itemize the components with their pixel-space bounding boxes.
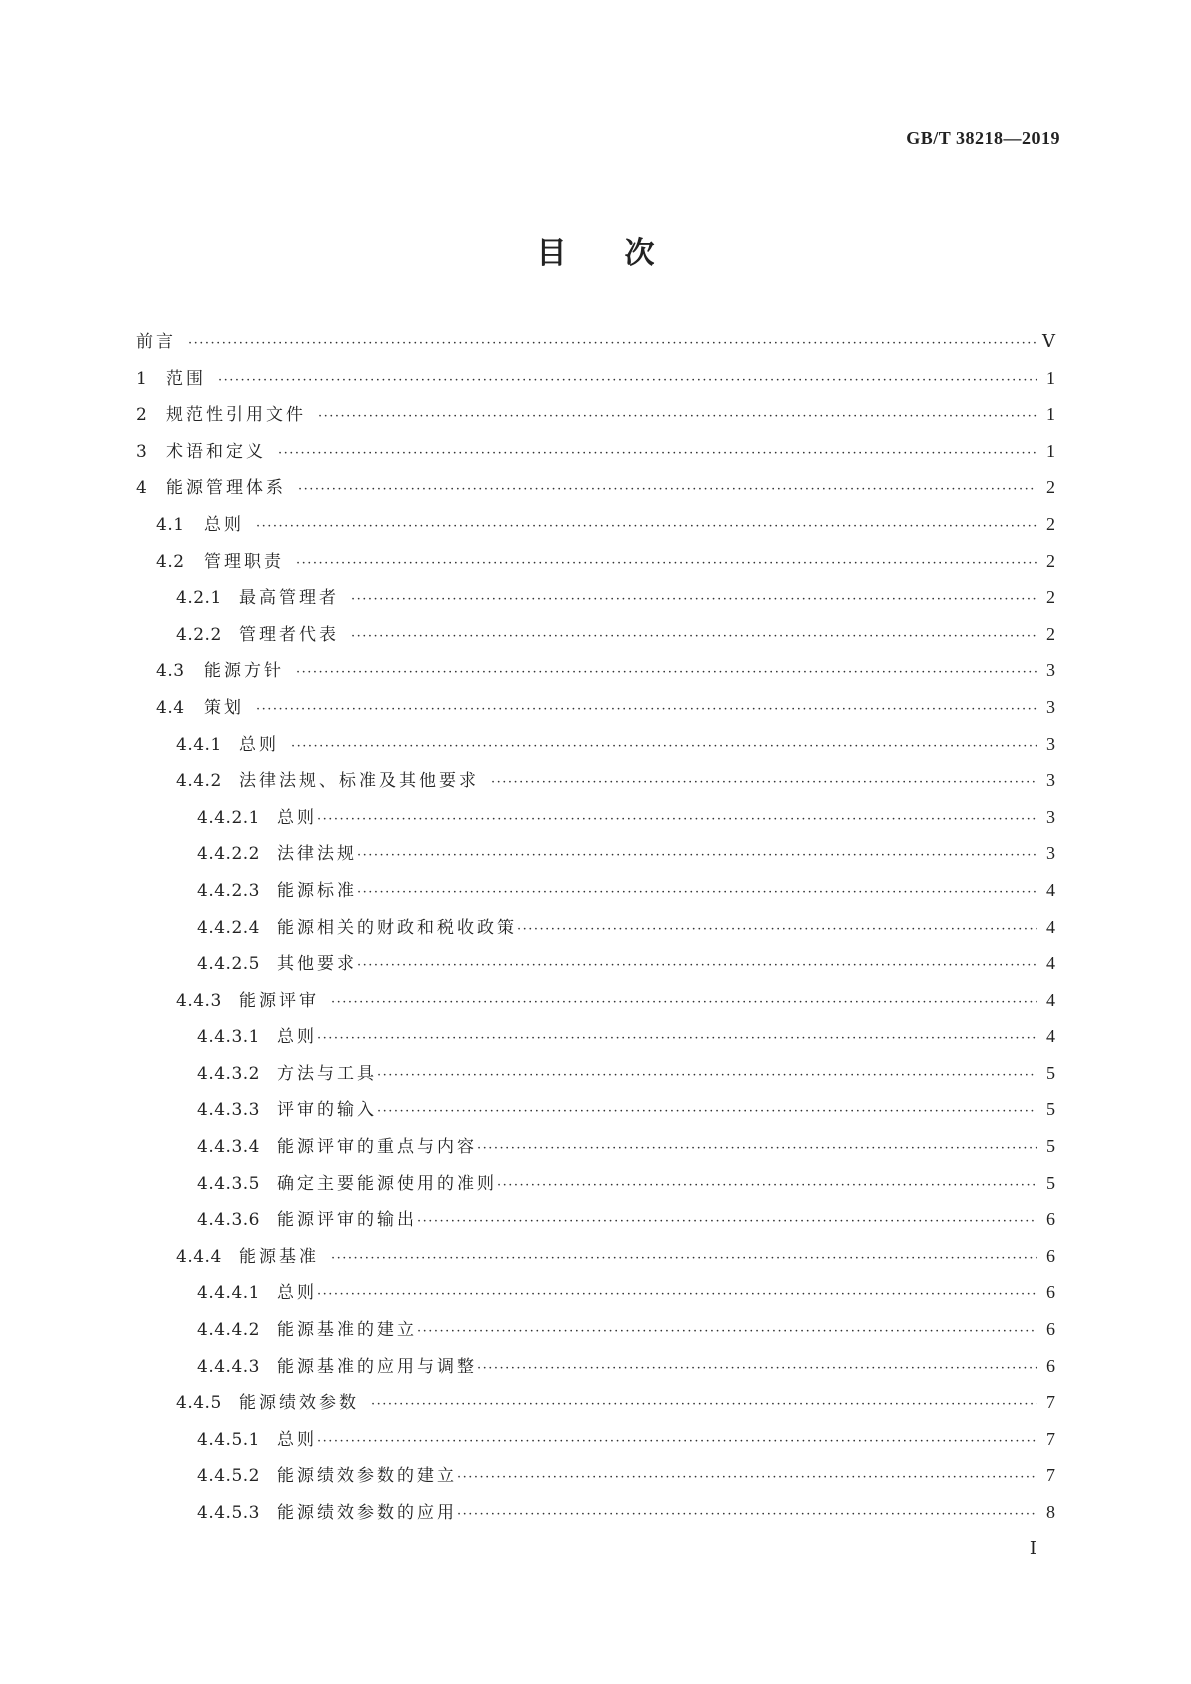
toc-leader-dots <box>218 373 1037 388</box>
toc-entry[interactable] <box>136 876 1055 913</box>
toc-entry-label: 最高管理者 <box>239 588 339 609</box>
toc-entry[interactable] <box>136 766 1055 803</box>
toc-entry-page: 6 <box>1046 1245 1055 1266</box>
toc-entry-label: 能源评审的重点与内容 <box>277 1137 477 1158</box>
toc-entry-number: 4.3 <box>156 661 185 682</box>
toc-entry[interactable] <box>136 510 1055 547</box>
toc-entry-number: 4.4.2.2 <box>197 844 260 865</box>
toc-entry[interactable] <box>136 1022 1055 1059</box>
toc-title-char-2: 次 <box>624 236 655 271</box>
toc-title-char-1: 目 <box>536 236 567 271</box>
toc-leader-dots <box>298 482 1037 497</box>
toc-entry-page: 6 <box>1046 1209 1055 1230</box>
toc-entry-page: 3 <box>1046 770 1055 791</box>
toc-entry-page: 4 <box>1046 879 1055 900</box>
toc-leader-dots <box>497 1178 1037 1193</box>
toc-entry-label: 总则 <box>204 514 244 535</box>
toc-entry-page: 7 <box>1046 1392 1055 1413</box>
toc-entry-label: 方法与工具 <box>277 1063 377 1084</box>
toc-entry[interactable] <box>136 1315 1055 1352</box>
toc-entry[interactable] <box>136 1461 1055 1498</box>
toc-entry-label: 能源基准的应用与调整 <box>277 1356 477 1377</box>
toc-entry[interactable] <box>136 327 1055 364</box>
toc-entry[interactable] <box>136 1498 1055 1535</box>
toc-entry-number: 4.4.2.4 <box>197 917 260 938</box>
toc-entry[interactable] <box>136 803 1055 840</box>
toc-entry-page: 6 <box>1046 1282 1055 1303</box>
toc-leader-dots <box>377 1068 1037 1083</box>
toc-entry-label: 管理职责 <box>204 551 284 572</box>
toc-entry-page: 2 <box>1046 587 1055 608</box>
toc-entry-page: 4 <box>1046 953 1055 974</box>
toc-entry-number: 4.4.2.5 <box>197 954 260 975</box>
toc-entry[interactable] <box>136 400 1055 437</box>
toc-entry-number: 4.2.2 <box>176 624 222 645</box>
toc-entry-label: 总则 <box>277 807 317 828</box>
toc-leader-dots <box>291 739 1037 754</box>
toc-entry[interactable] <box>136 839 1055 876</box>
toc-leader-dots <box>351 629 1037 644</box>
toc-leader-dots <box>188 336 1036 351</box>
toc-leader-dots <box>371 1397 1037 1412</box>
toc-entry[interactable] <box>136 1352 1055 1389</box>
toc-entry-label: 能源管理体系 <box>166 478 286 499</box>
toc-leader-dots <box>256 702 1037 717</box>
toc-leader-dots <box>278 446 1037 461</box>
toc-entry-label: 评审的输入 <box>277 1100 377 1121</box>
toc-entry[interactable] <box>136 437 1055 474</box>
toc-entry-label: 规范性引用文件 <box>166 405 306 426</box>
toc-entry-number: 4.4.4.3 <box>197 1356 260 1377</box>
toc-entry-page: 5 <box>1046 1062 1055 1083</box>
toc-leader-dots <box>357 958 1037 973</box>
toc-entry-label: 范围 <box>166 368 206 389</box>
toc-entry-number: 4.4.3.1 <box>197 1027 260 1048</box>
toc-entry-number: 4.4.5 <box>176 1393 222 1414</box>
toc-leader-dots <box>457 1507 1037 1522</box>
toc-entry-label: 总则 <box>277 1429 317 1450</box>
toc-entry-number: 4.4.2 <box>176 771 222 792</box>
toc-entry-label: 能源方针 <box>204 661 284 682</box>
toc-entry-number: 4.4.1 <box>176 734 222 755</box>
toc-leader-dots <box>457 1470 1037 1485</box>
toc-entry[interactable] <box>136 949 1055 986</box>
toc-leader-dots <box>517 922 1037 937</box>
toc-entry-page: 2 <box>1046 513 1055 534</box>
toc-entry-page: 4 <box>1046 989 1055 1010</box>
toc-entry[interactable] <box>136 1242 1055 1279</box>
toc-leader-dots <box>296 665 1037 680</box>
toc-entry[interactable] <box>136 730 1055 767</box>
toc-entry-label: 能源绩效参数的建立 <box>277 1466 457 1487</box>
toc-leader-dots <box>357 885 1037 900</box>
toc-entry-number: 4.4.3.2 <box>197 1063 260 1084</box>
toc-entry-number: 4.4.5.3 <box>197 1503 260 1523</box>
toc-leader-dots <box>331 995 1037 1010</box>
toc-leader-dots <box>377 1104 1037 1119</box>
toc-entry-number: 4.4.3.6 <box>197 1210 260 1231</box>
toc-entry-number: 4.4.4.2 <box>197 1320 260 1341</box>
toc-entry-number: 4.4.3.5 <box>197 1173 260 1194</box>
toc-entry-page: 1 <box>1046 440 1055 461</box>
toc-entry-number: 4.4.2.3 <box>197 880 260 901</box>
toc-entry-label: 总则 <box>239 734 279 755</box>
toc-entry-number: 4.4.3.3 <box>197 1100 260 1121</box>
toc-entry-number: 4 <box>136 478 148 499</box>
toc-entry-label: 能源基准 <box>239 1246 319 1267</box>
toc-list <box>136 327 1055 1535</box>
toc-entry-number: 4.4.5.2 <box>197 1466 260 1487</box>
toc-entry-page: 6 <box>1046 1319 1055 1340</box>
toc-leader-dots <box>296 556 1037 571</box>
toc-entry[interactable] <box>136 1388 1055 1425</box>
toc-entry-number: 2 <box>136 405 148 426</box>
toc-entry-page: 5 <box>1046 1172 1055 1193</box>
toc-leader-dots <box>318 409 1037 424</box>
toc-entry-number: 4.4.2.1 <box>197 807 260 828</box>
toc-entry[interactable] <box>136 1278 1055 1315</box>
toc-entry-page: 3 <box>1046 806 1055 827</box>
toc-entry[interactable] <box>136 583 1055 620</box>
toc-entry-label: 法律法规 <box>277 844 357 865</box>
toc-entry[interactable] <box>136 547 1055 584</box>
toc-entry-number: 4.4.4.1 <box>197 1283 260 1304</box>
toc-entry-page: 7 <box>1046 1428 1055 1449</box>
toc-entry-number: 4.1 <box>156 514 185 535</box>
toc-leader-dots <box>317 1287 1037 1302</box>
toc-entry-number: 4.2.1 <box>176 588 222 609</box>
toc-entry-label: 能源绩效参数 <box>239 1393 359 1414</box>
toc-entry-page: 4 <box>1046 1026 1055 1047</box>
toc-entry-page: 1 <box>1046 367 1055 388</box>
toc-entry-page: 1 <box>1046 404 1055 425</box>
toc-entry-number: 4.2 <box>156 551 185 572</box>
toc-leader-dots <box>491 775 1037 790</box>
toc-entry-page: 4 <box>1046 916 1055 937</box>
toc-entry-page: 6 <box>1046 1355 1055 1376</box>
toc-entry-page: 7 <box>1046 1465 1055 1486</box>
toc-entry-page: 2 <box>1046 477 1055 498</box>
toc-leader-dots <box>477 1141 1037 1156</box>
toc-leader-dots <box>331 1251 1037 1266</box>
toc-entry[interactable] <box>136 986 1055 1023</box>
toc-entry[interactable] <box>136 1205 1055 1242</box>
toc-leader-dots <box>417 1324 1037 1339</box>
toc-leader-dots <box>351 592 1037 607</box>
toc-entry-label: 能源标准 <box>277 880 357 901</box>
toc-leader-dots <box>357 848 1037 863</box>
toc-entry-page: 3 <box>1046 660 1055 681</box>
toc-entry[interactable] <box>136 473 1055 510</box>
toc-entry-page: 3 <box>1046 733 1055 754</box>
toc-entry-page: 3 <box>1046 696 1055 717</box>
toc-entry-number: 4.4 <box>156 697 185 718</box>
toc-entry-page: 2 <box>1046 623 1055 644</box>
toc-leader-dots <box>477 1361 1037 1376</box>
toc-entry-number: 4.4.3 <box>176 990 222 1011</box>
toc-entry-label: 其他要求 <box>277 954 357 975</box>
toc-entry-label: 管理者代表 <box>239 624 339 645</box>
toc-entry-page: Ⅴ <box>1042 331 1055 351</box>
toc-entry-label: 总则 <box>277 1283 317 1304</box>
toc-entry-number: 4.4.5.1 <box>197 1429 260 1450</box>
toc-title <box>0 228 1191 272</box>
toc-entry[interactable] <box>136 1425 1055 1462</box>
toc-entry-page: 5 <box>1046 1099 1055 1120</box>
toc-entry[interactable] <box>136 656 1055 693</box>
toc-entry-label: 确定主要能源使用的准则 <box>277 1173 497 1194</box>
toc-entry-number: 4.4.4 <box>176 1246 222 1267</box>
toc-entry-number: 4.4.3.4 <box>197 1137 260 1158</box>
toc-entry-page: 3 <box>1046 843 1055 864</box>
toc-entry-number: 3 <box>136 441 148 462</box>
toc-entry-label: 能源基准的建立 <box>277 1320 417 1341</box>
toc-entry[interactable] <box>136 913 1055 950</box>
toc-entry-page: 2 <box>1046 550 1055 571</box>
toc-leader-dots <box>317 1434 1037 1449</box>
page-number: Ⅰ <box>1029 1538 1037 1558</box>
toc-leader-dots <box>417 1214 1037 1229</box>
toc-entry-label: 术语和定义 <box>166 441 266 462</box>
toc-leader-dots <box>317 812 1037 827</box>
toc-entry[interactable] <box>136 1132 1055 1169</box>
toc-entry-label: 能源评审的输出 <box>277 1210 417 1231</box>
standard-code: GB/T 38218—2019 <box>906 128 1060 148</box>
toc-entry-label: 策划 <box>204 697 244 718</box>
toc-entry[interactable] <box>136 1059 1055 1096</box>
toc-leader-dots <box>317 1031 1037 1046</box>
toc-entry-label: 能源相关的财政和税收政策 <box>277 917 517 938</box>
toc-entry-label: 法律法规、标准及其他要求 <box>239 771 479 792</box>
toc-entry-label: 总则 <box>277 1027 317 1048</box>
toc-entry[interactable] <box>136 693 1055 730</box>
toc-entry[interactable] <box>136 1169 1055 1206</box>
toc-entry-page: 8 <box>1046 1502 1055 1522</box>
toc-entry-label: 前言 <box>136 332 176 352</box>
toc-leader-dots <box>256 519 1037 534</box>
toc-entry-label: 能源绩效参数的应用 <box>277 1503 457 1523</box>
toc-entry[interactable] <box>136 620 1055 657</box>
toc-entry[interactable] <box>136 1095 1055 1132</box>
toc-entry[interactable] <box>136 364 1055 401</box>
toc-entry-label: 能源评审 <box>239 990 319 1011</box>
toc-entry-number: 1 <box>136 368 148 389</box>
toc-entry-page: 5 <box>1046 1136 1055 1157</box>
